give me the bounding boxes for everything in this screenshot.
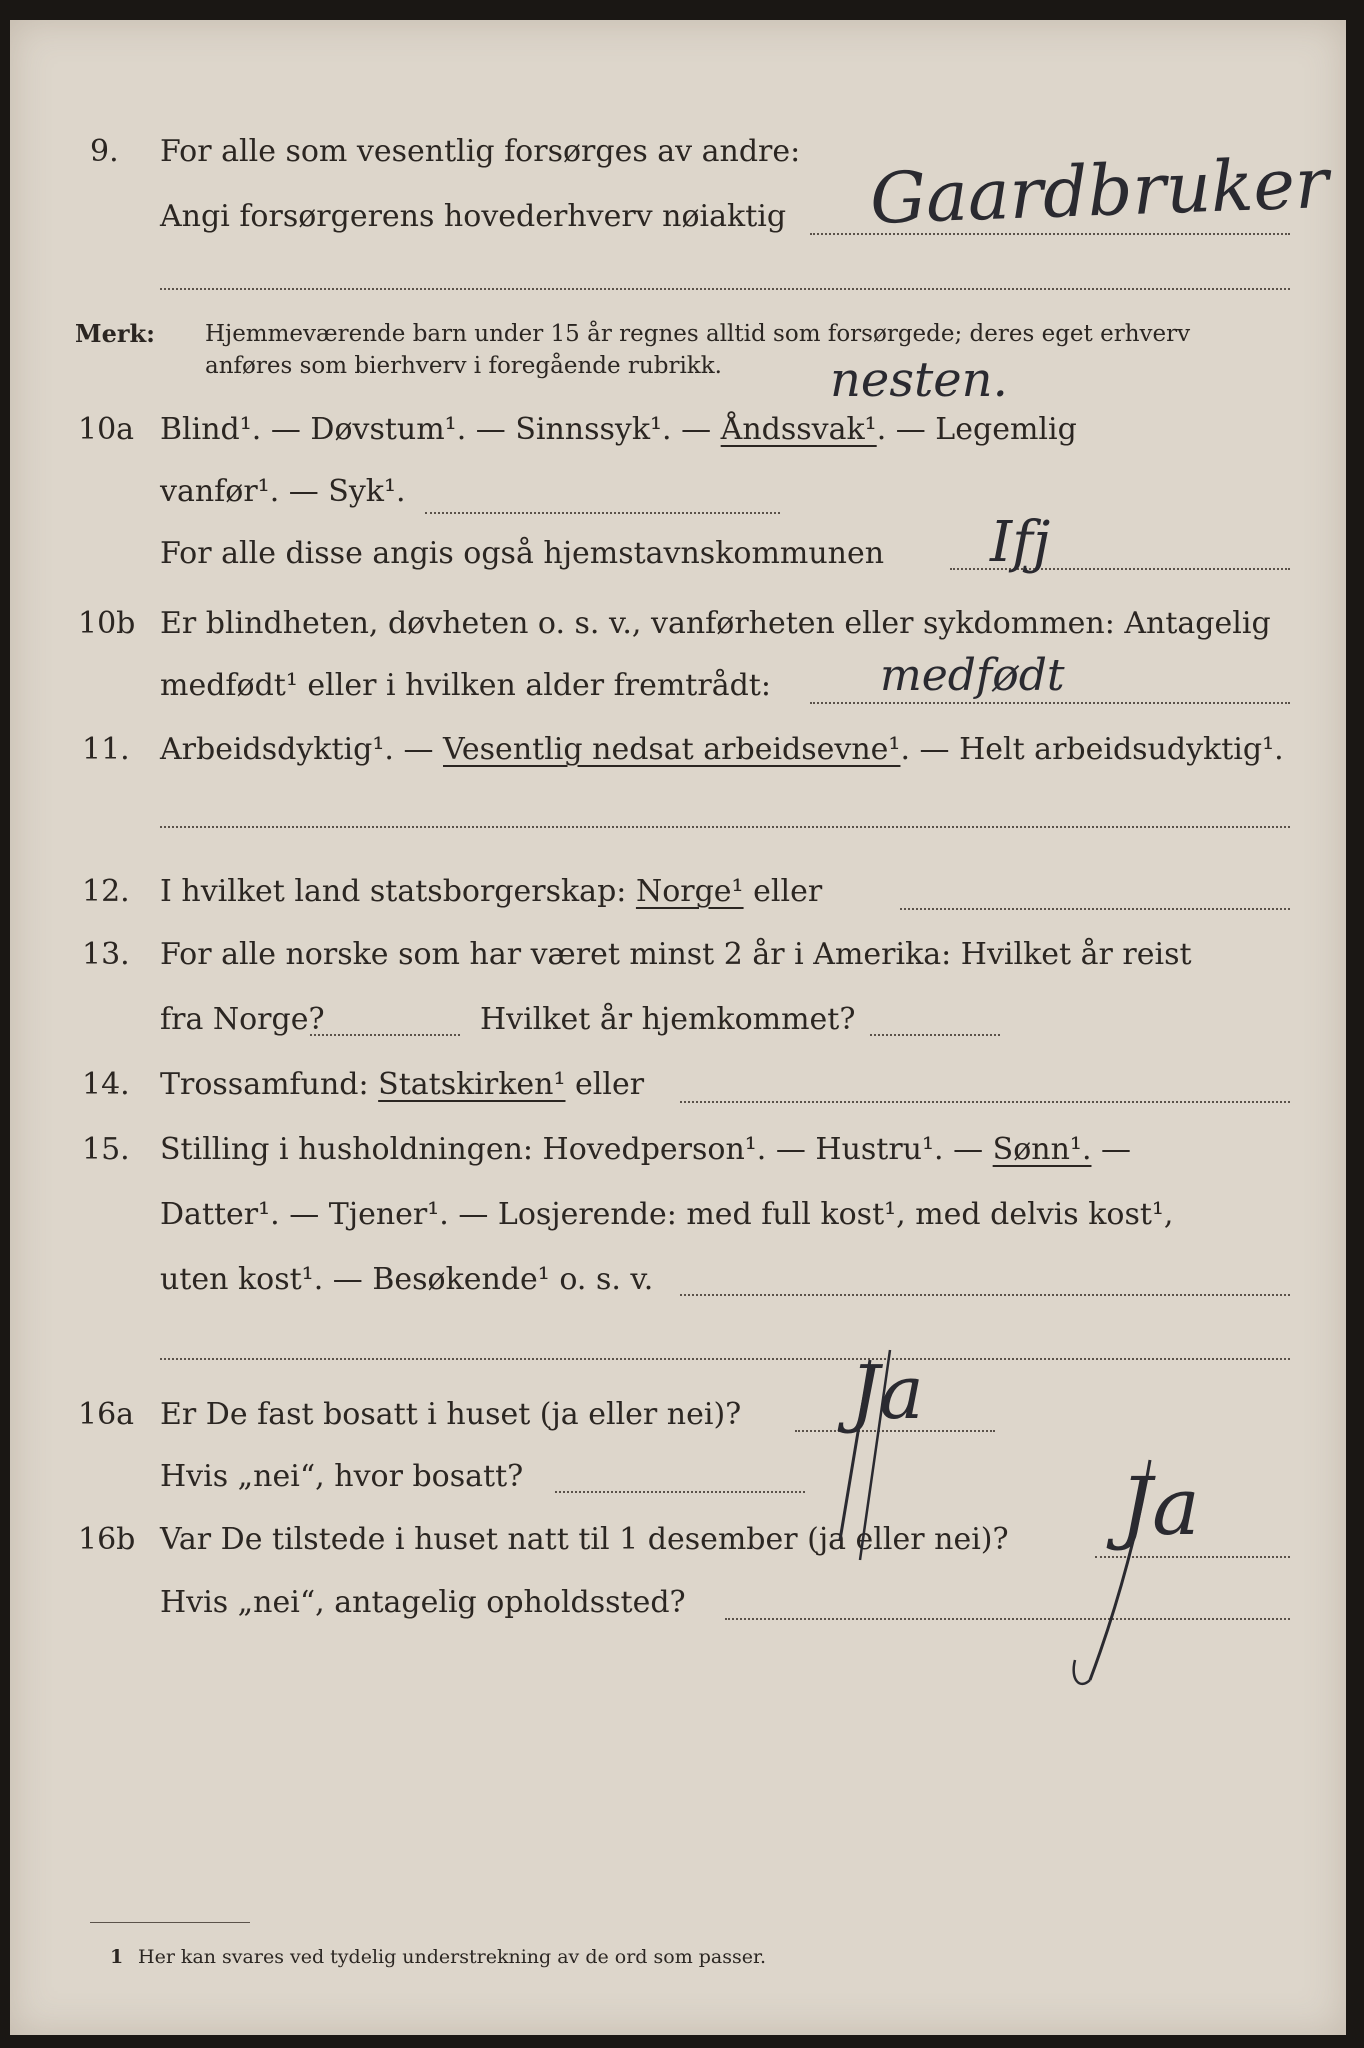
handwritten-ja-strokes — [790, 1320, 1210, 1720]
q10a-options-a: Blind¹. — Døvstum¹. — Sinnssyk¹. — — [160, 412, 712, 447]
q16b-line2: Hvis „nei“, antagelig opholdssted? — [160, 1585, 686, 1620]
q16a-number: 16a — [78, 1397, 135, 1432]
q11-extra-line — [160, 826, 1290, 828]
q13-line1: For alle norske som har været minst 2 år i Amerika: Hvilket år reist — [160, 937, 1192, 972]
q10a-options-c: . — Legemlig — [876, 412, 1077, 447]
q14-number: 14. — [82, 1067, 130, 1102]
q10b-line2: medfødt¹ eller i hvilken alder fremtrådt: — [160, 668, 771, 703]
q10a-line3: For alle disse angis også hjemstavnskommunen — [160, 536, 885, 571]
q13-line2b: Hvilket år hjemkommet? — [480, 1002, 856, 1037]
q12-underlined-norge: Norge¹ — [635, 874, 744, 909]
q15-number: 15. — [82, 1132, 130, 1167]
q14-answer-line — [680, 1101, 1290, 1103]
q11-line — [160, 730, 1284, 770]
q10b-number: 10b — [78, 606, 136, 641]
q16b-line1: Var De tilstede i huset natt til 1 desember (ja eller nei)? — [160, 1522, 1009, 1557]
q15-options-c: — — [1101, 1132, 1132, 1167]
q15-underlined-sonn: Sønn¹. — [992, 1132, 1092, 1167]
q14-eller: eller — [575, 1067, 645, 1102]
q15-line2: Datter¹. — Tjener¹. — Losjerende: med full kost¹, med delvis kost¹, — [160, 1197, 1174, 1232]
q12-question: I hvilket land statsborgerskap: — [160, 874, 627, 909]
merk-label: Merk: — [75, 319, 155, 348]
q14-underlined-statskirken: Statskirken¹ — [378, 1067, 566, 1102]
q10a-syk-line — [425, 512, 780, 514]
q13-reist-line — [310, 1034, 460, 1036]
q10b-line1: Er blindheten, døvheten o. s. v., vanførheten eller sykdommen: Antagelig — [160, 606, 1271, 641]
q13-hjemkommet-line — [870, 1034, 1000, 1036]
q9-line1: For alle som vesentlig forsørges av andre: — [160, 134, 801, 169]
q11-option-c: . — Helt arbeidsudyktig¹. — [900, 732, 1284, 767]
q11-underlined-nedsat: Vesentlig nedsat arbeidsevne¹ — [443, 732, 901, 767]
q16b-number: 16b — [78, 1522, 136, 1557]
q9-handwritten-answer: Gaardbruker — [868, 142, 1330, 240]
q10a-line2: vanfør¹. — Syk¹. — [160, 474, 406, 509]
q15-options-a: Stilling i husholdningen: Hovedperson¹. — Hustru¹. — — [160, 1132, 984, 1167]
q15-line1 — [160, 1130, 1131, 1170]
q15-answer-line — [680, 1294, 1290, 1296]
q16a-line1: Er De fast bosatt i huset (ja eller nei)? — [160, 1397, 742, 1432]
q10b-answer-line — [810, 702, 1290, 704]
q16a-handwritten-answer: Ja — [850, 1350, 924, 1436]
q14-line — [160, 1065, 644, 1105]
q12-line — [160, 872, 822, 912]
census-form-page — [10, 20, 1346, 2035]
merk-handwritten-note: nesten. — [830, 352, 1008, 408]
q12-number: 12. — [82, 874, 130, 909]
footnote-rule — [90, 1922, 250, 1923]
merk-line1: Hjemmeværende barn under 15 år regnes alltid som forsørgede; deres eget erhverv — [205, 321, 1191, 347]
footnote-mark: 1 — [110, 1946, 124, 1968]
q10a-line1 — [160, 410, 1077, 450]
q10a-number: 10a — [78, 412, 135, 447]
q16a-bosatt-line — [555, 1491, 805, 1493]
q10b-handwritten-answer: medfødt — [880, 650, 1065, 701]
q12-answer-line — [900, 908, 1290, 910]
q11-option-a: Arbeidsdyktig¹. — — [160, 732, 434, 767]
q9-number: 9. — [90, 134, 119, 169]
q13-line2a: fra Norge? — [160, 1002, 325, 1037]
footnote-text: Her kan svares ved tydelig understrekning av de ord som passer. — [138, 1946, 767, 1968]
q10a-underlined-andssvak: Åndssvak¹ — [720, 412, 877, 447]
q9-line2: Angi forsørgerens hovederhverv nøiaktig — [160, 199, 787, 234]
q12-eller: eller — [753, 874, 823, 909]
q9-extra-line — [160, 288, 1290, 290]
q15-line3: uten kost¹. — Besøkende¹ o. s. v. — [160, 1262, 654, 1297]
merk-line2: anføres som bierhverv i foregående rubrikk. — [205, 353, 722, 379]
q16b-handwritten-answer: Ja — [1120, 1460, 1200, 1553]
q10a-handwritten-answer: Ifj — [990, 510, 1051, 575]
q11-number: 11. — [82, 732, 130, 767]
q14-question: Trossamfund: — [160, 1067, 369, 1102]
q13-number: 13. — [82, 937, 130, 972]
q16a-line2: Hvis „nei“, hvor bosatt? — [160, 1459, 524, 1494]
